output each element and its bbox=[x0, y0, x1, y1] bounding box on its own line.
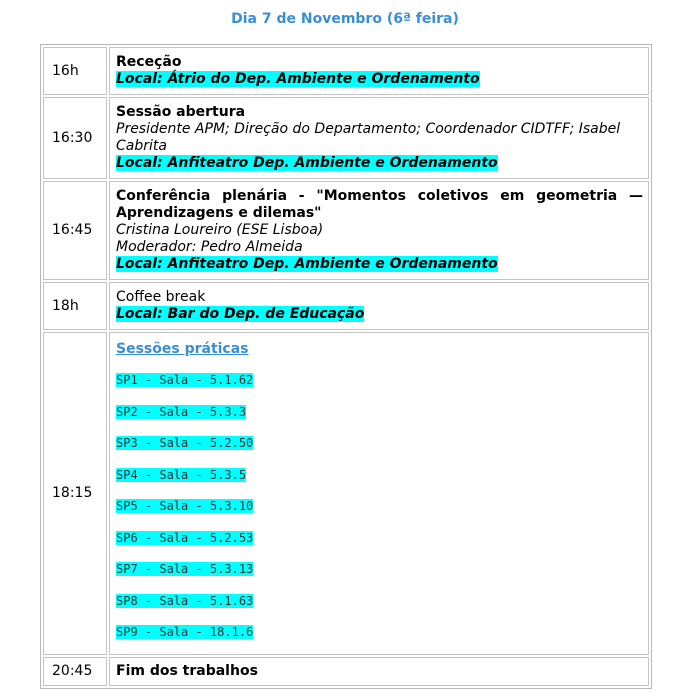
row-time: 18h bbox=[43, 282, 107, 330]
schedule-row-coffee bbox=[43, 282, 649, 330]
row-content bbox=[109, 181, 649, 280]
list-item bbox=[116, 561, 643, 579]
row-location: Local: Anfiteatro Dep. Ambiente e Ordenamento bbox=[116, 256, 498, 272]
list-item bbox=[116, 498, 643, 516]
session-sp5: SP5 - Sala - 5.3.10 bbox=[116, 499, 254, 513]
row-time: 16:45 bbox=[43, 181, 107, 280]
schedule-row-plenary bbox=[43, 181, 649, 280]
row-location: Local: Átrio do Dep. Ambiente e Ordenamento bbox=[116, 71, 480, 87]
schedule-row-practical bbox=[43, 332, 649, 655]
list-item bbox=[116, 530, 643, 548]
row-time: 16:30 bbox=[43, 97, 107, 179]
session-sp1: SP1 - Sala - 5.1.62 bbox=[116, 373, 254, 387]
row-time: 18:15 bbox=[43, 332, 107, 655]
list-item bbox=[116, 435, 643, 453]
row-location: Local: Bar do Dep. de Educação bbox=[116, 306, 365, 322]
list-item bbox=[116, 624, 643, 642]
row-content bbox=[109, 657, 649, 686]
row-title: Conferência plenária - "Momentos coletivos em geometria — Aprendizagens e dilemas" bbox=[116, 188, 643, 221]
schedule-table bbox=[40, 44, 652, 689]
row-moderator: Moderador: Pedro Almeida bbox=[116, 239, 303, 255]
session-sp9: SP9 - Sala - 18.1.6 bbox=[116, 625, 254, 639]
schedule-row-opening bbox=[43, 97, 649, 179]
session-sp8: SP8 - Sala - 5.1.63 bbox=[116, 593, 254, 608]
list-item bbox=[116, 593, 643, 611]
session-sp2: SP2 - Sala - 5.3.3 bbox=[116, 404, 247, 419]
session-sp3: SP3 - Sala - 5.2.50 bbox=[116, 436, 254, 450]
list-item bbox=[116, 404, 643, 422]
row-time: 16h bbox=[43, 47, 107, 95]
row-content bbox=[109, 282, 649, 330]
row-content bbox=[109, 97, 649, 179]
row-detail: Presidente APM; Direção do Departamento; Coordenador CIDTFF; Isabel Cabrita bbox=[116, 121, 621, 154]
list-item bbox=[116, 467, 643, 485]
row-content bbox=[109, 47, 649, 95]
schedule-row-end bbox=[43, 657, 649, 686]
row-title: Receção bbox=[116, 54, 182, 70]
session-sp4: SP4 - Sala - 5.3.5 bbox=[116, 467, 247, 482]
list-item bbox=[116, 372, 643, 390]
practical-sessions-list bbox=[116, 372, 643, 642]
session-sp7: SP7 - Sala - 5.3.13 bbox=[116, 562, 254, 576]
session-sp6: SP6 - Sala - 5.2.53 bbox=[116, 530, 254, 545]
row-title: Fim dos trabalhos bbox=[116, 662, 258, 679]
day-heading: Dia 7 de Novembro (6ª feira) bbox=[231, 11, 459, 27]
row-title: Sessão abertura bbox=[116, 104, 246, 120]
schedule-row-reception bbox=[43, 47, 649, 95]
row-time: 20:45 bbox=[43, 657, 107, 686]
row-location: Local: Anfiteatro Dep. Ambiente e Ordenamento bbox=[116, 155, 498, 171]
row-title: Coffee break bbox=[116, 289, 206, 305]
row-speaker: Cristina Loureiro (ESE Lisboa) bbox=[116, 222, 324, 238]
row-content bbox=[109, 332, 649, 655]
practical-sessions-link[interactable]: Sessões práticas bbox=[116, 341, 249, 357]
